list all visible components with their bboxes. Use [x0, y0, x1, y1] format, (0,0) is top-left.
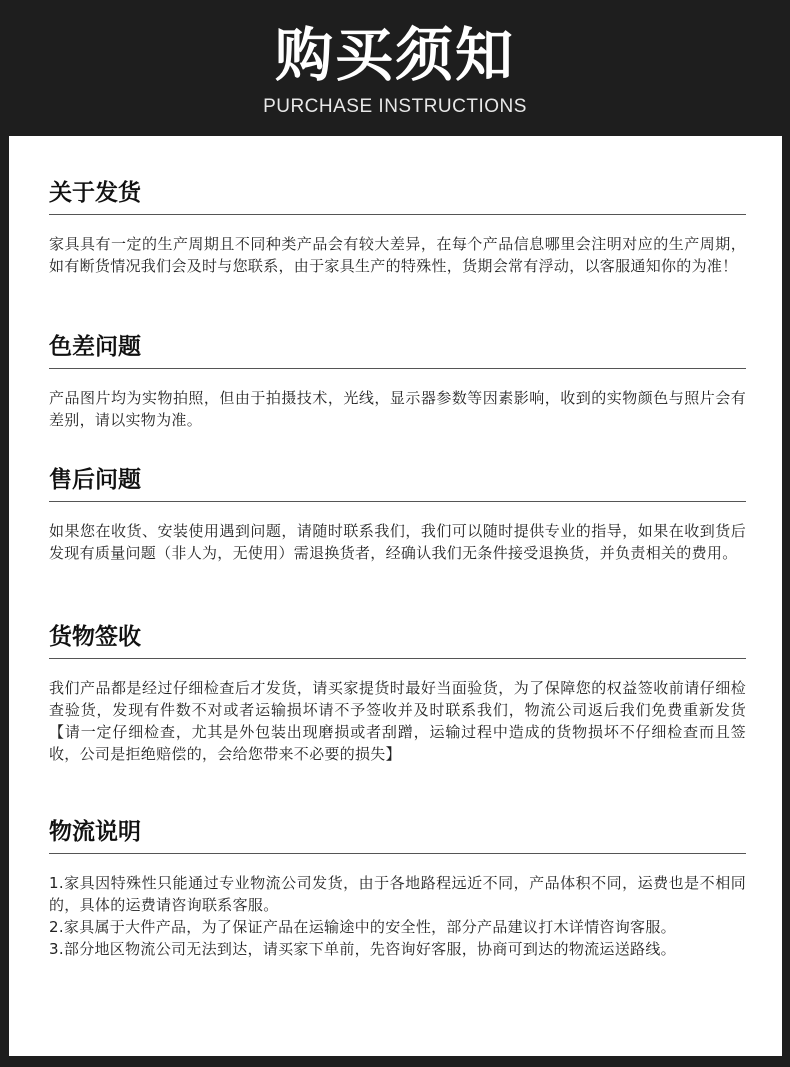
- logistics-item: 3.部分地区物流公司无法到达，请买家下单前，先咨询好客服，协商可到达的物流运送路线。: [49, 940, 676, 958]
- header-banner: [0, 0, 790, 136]
- page-subtitle: PURCHASE INSTRUCTIONS: [263, 96, 527, 117]
- section-receipt: [49, 620, 746, 765]
- section-heading: 色差问题: [49, 330, 746, 369]
- section-heading: 关于发货: [49, 176, 746, 215]
- section-heading: 售后问题: [49, 463, 746, 502]
- section-body: 产品图片均为实物拍照，但由于拍摄技术，光线，显示器参数等因素影响，收到的实物颜色与照片会有差别，请以实物为准。: [49, 389, 746, 429]
- logistics-item: 2.家具属于大件产品，为了保证产品在运输途中的安全性，部分产品建议打木详情咨询客服。: [49, 918, 676, 936]
- section-body: 如果您在收货、安装使用遇到问题，请随时联系我们，我们可以随时提供专业的指导，如果在收到货后发现有质量问题（非人为，无使用）需退换货者，经确认我们无条件接受退换货，并负责相关的费用。: [49, 522, 746, 562]
- section-body: 我们产品都是经过仔细检查后才发货，请买家提货时最好当面验货，为了保障您的权益签收前请仔细检查验货，发现有件数不对或者运输损坏请不予签收并及时联系我们，物流公司返后我们免费重新发货【请一定仔细检查，尤其是外包装出现磨损或者刮蹭，运输过程中造成的货物损坏不仔细检查而且签收，公司是拒绝赔偿的，会给您带来不必要的损失】: [49, 679, 746, 763]
- section-body: 家具具有一定的生产周期且不同种类产品会有较大差异，在每个产品信息哪里会注明对应的生产周期，如有断货情况我们会及时与您联系，由于家具生产的特殊性，货期会常有浮动，以客服通知你的为准！: [49, 235, 746, 275]
- section-heading: 货物签收: [49, 620, 746, 659]
- page-title: 购买须知: [274, 21, 515, 89]
- section-after-sales: [49, 463, 746, 564]
- section-logistics: [49, 815, 746, 960]
- logistics-item: 1.家具因特殊性只能通过专业物流公司发货，由于各地路程远近不同，产品体积不同，运费也是不相同的，具体的运费请咨询联系客服。: [49, 874, 746, 914]
- section-body: [49, 872, 746, 960]
- section-shipping: [49, 176, 746, 277]
- section-heading: 物流说明: [49, 815, 746, 854]
- section-color-difference: [49, 330, 746, 431]
- content-panel: [9, 136, 782, 1056]
